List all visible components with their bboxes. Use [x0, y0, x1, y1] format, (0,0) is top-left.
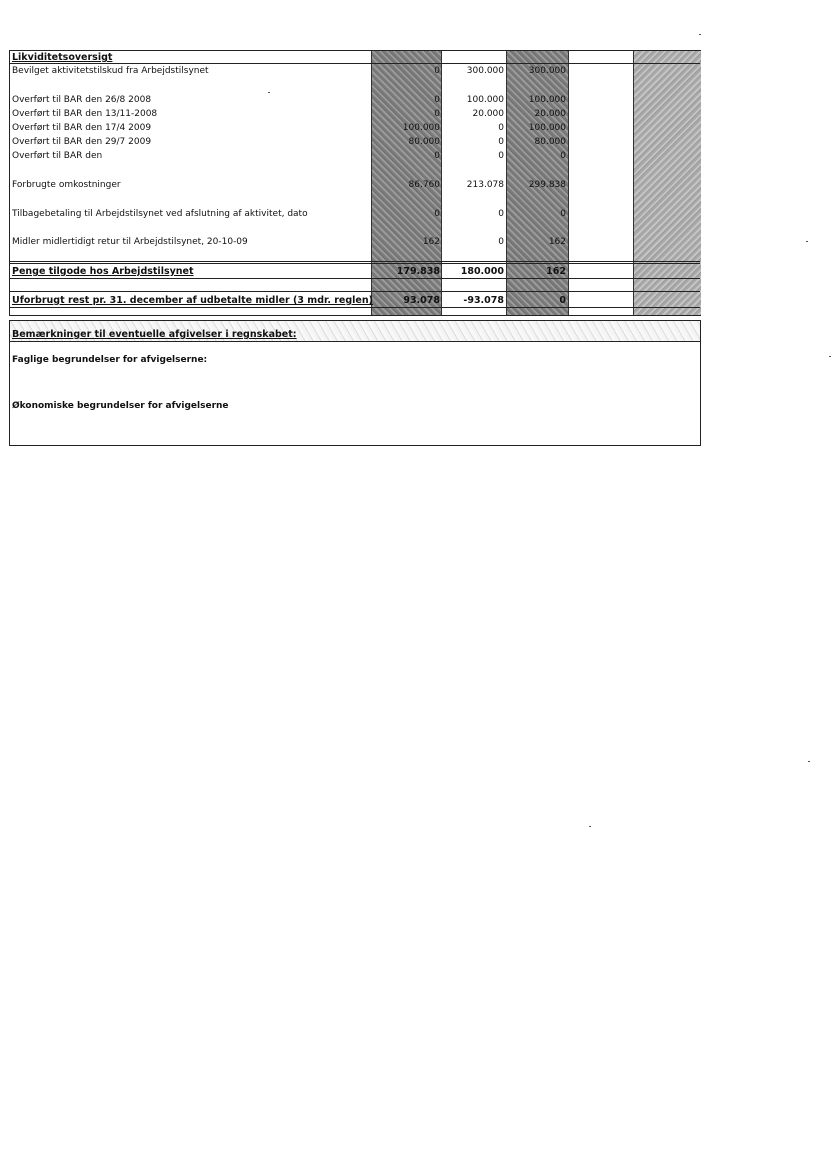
table-row: Forbrugte omkostninger 86.760 213.078 299.838	[12, 180, 566, 190]
liquidity-table	[9, 50, 701, 316]
table-row: Overført til BAR den 29/7 2009 80.000 0 80.000	[12, 137, 566, 147]
table-row: Midler midlertidigt retur til Arbejdstilsynet, 20-10-09 162 0 162	[12, 237, 566, 247]
scan-speck	[806, 241, 808, 242]
scan-speck	[829, 356, 831, 357]
scan-speck	[699, 34, 701, 35]
table-row: Tilbagebetaling til Arbejdstilsynet ved afslutning af aktivitet, dato 0 0 0	[12, 209, 566, 219]
professional-reasons-label: Faglige begrundelser for afvigelserne:	[12, 355, 208, 365]
table-row: Overført til BAR den 17/4 2009 100.000 0 100.000	[12, 123, 566, 133]
remarks-box	[9, 320, 701, 446]
table-row: Overført til BAR den 26/8 2008 0 100.000 100.000	[12, 95, 566, 105]
table-title: Likviditetsoversigt	[12, 52, 113, 63]
economic-reasons-label: Økonomiske begrundelser for afvigelserne	[12, 401, 229, 411]
table-row: Overført til BAR den 13/11-2008 0 20.000 20.000	[12, 109, 566, 119]
remarks-heading: Bemærkninger til eventuelle afgivelser i regnskabet:	[12, 329, 297, 340]
table-row: Overført til BAR den 0 0 0	[12, 151, 566, 161]
scan-speck	[589, 826, 591, 827]
remarks-header	[10, 321, 700, 342]
unused-remainder-row: Uforbrugt rest pr. 31. december af udbetalte midler (3 mdr. reglen) 93.078 -93.078 0	[12, 295, 566, 306]
total-owed-row: Penge tilgode hos Arbejdstilsynet 179.838 180.000 162	[12, 266, 566, 277]
scan-speck	[808, 761, 810, 762]
scan-speck	[268, 92, 270, 93]
table-row: Bevilget aktivitetstilskud fra Arbejdstilsynet 0 300.000 300.000	[12, 66, 566, 76]
